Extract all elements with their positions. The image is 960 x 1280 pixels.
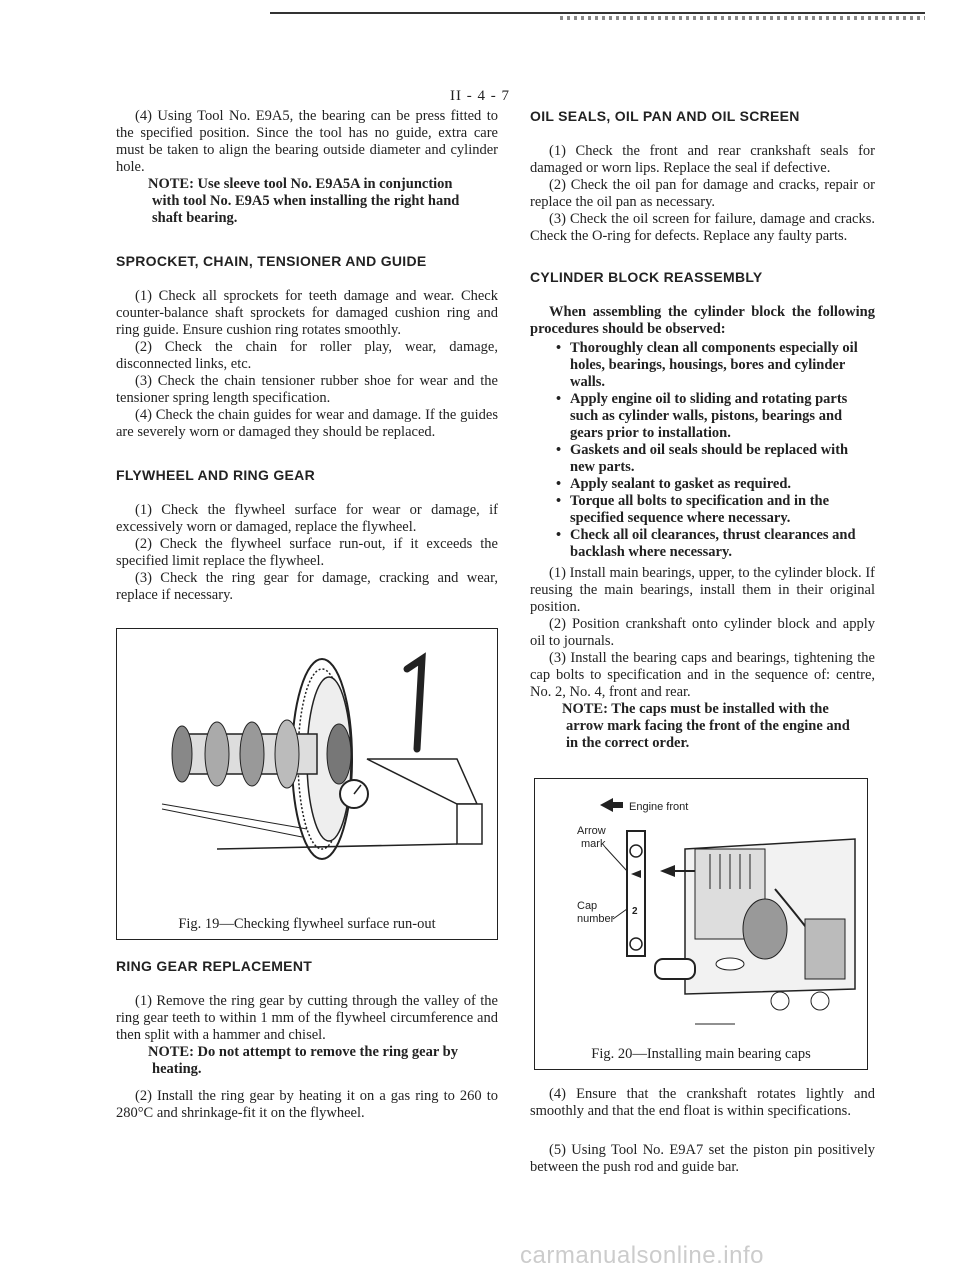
cap-number-marking: 2 xyxy=(632,906,638,917)
section-heading: FLYWHEEL AND RING GEAR xyxy=(116,467,315,483)
paragraph: (2) Check the oil pan for damage and cracks, repair or replace the oil pan as necessary. xyxy=(530,177,875,210)
paragraph: (2) Position crankshaft onto cylinder block and apply oil to journals. xyxy=(530,616,875,649)
scan-artifact xyxy=(560,16,925,20)
label-engine-front: Engine front xyxy=(629,801,689,813)
figure-caption: Fig. 19—Checking flywheel surface run-out xyxy=(178,916,436,932)
paragraph: (3) Install the bearing caps and bearings, tightening the cap bolts to specification and in the sequence of: centre, No. 2, No. 4, front and rear. xyxy=(530,650,875,700)
procedure-list xyxy=(530,340,875,561)
paragraph: (4) Ensure that the crankshaft rotates lightly and smoothly and that the end float is within specifications. xyxy=(530,1086,875,1119)
note: NOTE: The caps must be installed with the arrow mark facing the front of the engine and in the correct order. xyxy=(562,701,850,751)
paragraph: (1) Check all sprockets for teeth damage and wear. Check counter-balance shaft sprockets for damaged cushion ring and ring guide. Ensure cushion ring rotates smoothly. xyxy=(116,288,498,338)
left-column xyxy=(116,108,498,1122)
list-item: • Torque all bolts to specification and in the specified sequence where necessary. xyxy=(570,493,875,527)
paragraph: (4) Using Tool No. E9A5, the bearing can be press fitted to the specified position. Since the tool has no guide, extra care must be taken to align the bearing outside diameter and cylinder hole. xyxy=(116,108,498,175)
paragraph: (5) Using Tool No. E9A7 set the piston pin positively between the push rod and guide bar. xyxy=(530,1142,875,1175)
paragraph: (1) Check the flywheel surface for wear or damage, if excessively worn or damaged, replace the flywheel. xyxy=(116,502,498,535)
section-heading: OIL SEALS, OIL PAN AND OIL SCREEN xyxy=(530,108,800,124)
note: NOTE: Do not attempt to remove the ring gear by heating. xyxy=(148,1044,458,1077)
list-item: • Apply sealant to gasket as required. xyxy=(570,476,875,493)
paragraph: (2) Install the ring gear by heating it on a gas ring to 260 to 280°C and shrinkage-fit it on the flywheel. xyxy=(116,1088,498,1121)
label-cap-number: number xyxy=(577,913,615,925)
right-column xyxy=(530,108,875,1176)
label-arrow-mark: mark xyxy=(581,838,606,850)
section-heading: SPROCKET, CHAIN, TENSIONER AND GUIDE xyxy=(116,253,427,269)
paragraph: (3) Check the ring gear for damage, cracking and wear, replace if necessary. xyxy=(116,570,498,603)
paragraph: (4) Check the chain guides for wear and damage. If the guides are severely worn or damaged they should be replaced. xyxy=(116,407,498,440)
paragraph: (1) Check the front and rear crankshaft seals for damaged or worn lips. Replace the seal if defective. xyxy=(530,143,875,176)
list-item: • Apply engine oil to sliding and rotating parts such as cylinder walls, pistons, bearings and gears prior to installation. xyxy=(570,391,875,442)
top-rule xyxy=(270,12,925,14)
list-item: • Gaskets and oil seals should be replaced with new parts. xyxy=(570,442,875,476)
figure-caption: Fig. 20—Installing main bearing caps xyxy=(591,1046,811,1062)
paragraph: (1) Remove the ring gear by cutting through the valley of the ring gear teeth to within 1 mm of the flywheel circumference and then split with a hammer and chisel. xyxy=(116,993,498,1043)
note: NOTE: Use sleeve tool No. E9A5A in conjunction with tool No. E9A5 when installing the right hand shaft bearing. xyxy=(148,176,460,226)
flywheel-illustration xyxy=(117,629,495,899)
figure-20 xyxy=(534,778,868,1070)
paragraph: (2) Check the flywheel surface run-out, if it exceeds the specified limit replace the flywheel. xyxy=(116,536,498,569)
label-arrow: Arrow xyxy=(577,825,606,837)
label-cap: Cap xyxy=(577,900,598,912)
arrow-icon xyxy=(600,798,613,812)
section-heading: RING GEAR REPLACEMENT xyxy=(116,958,313,974)
list-item: • Thoroughly clean all components especially oil holes, bearings, housings, bores and cylinder walls. xyxy=(570,340,875,391)
page-number: II - 4 - 7 xyxy=(450,88,510,104)
paragraph: When assembling the cylinder block the following procedures should be observed: xyxy=(530,304,875,337)
bearing-caps-illustration xyxy=(535,779,865,1039)
paragraph: (1) Install main bearings, upper, to the cylinder block. If reusing the main bearings, install them in their original position. xyxy=(530,565,875,615)
figure-19 xyxy=(116,628,498,940)
list-item: • Check all oil clearances, thrust clearances and backlash where necessary. xyxy=(570,527,875,561)
watermark-url: carmanualsonline.info xyxy=(520,1242,764,1269)
section-heading: CYLINDER BLOCK REASSEMBLY xyxy=(530,269,763,285)
paragraph: (3) Check the oil screen for failure, damage and cracks. Check the O-ring for defects. Replace any faulty parts. xyxy=(530,211,875,244)
paragraph: (3) Check the chain tensioner rubber shoe for wear and the tensioner spring length specification. xyxy=(116,373,498,406)
paragraph: (2) Check the chain for roller play, wear, damage, disconnected links, etc. xyxy=(116,339,498,372)
